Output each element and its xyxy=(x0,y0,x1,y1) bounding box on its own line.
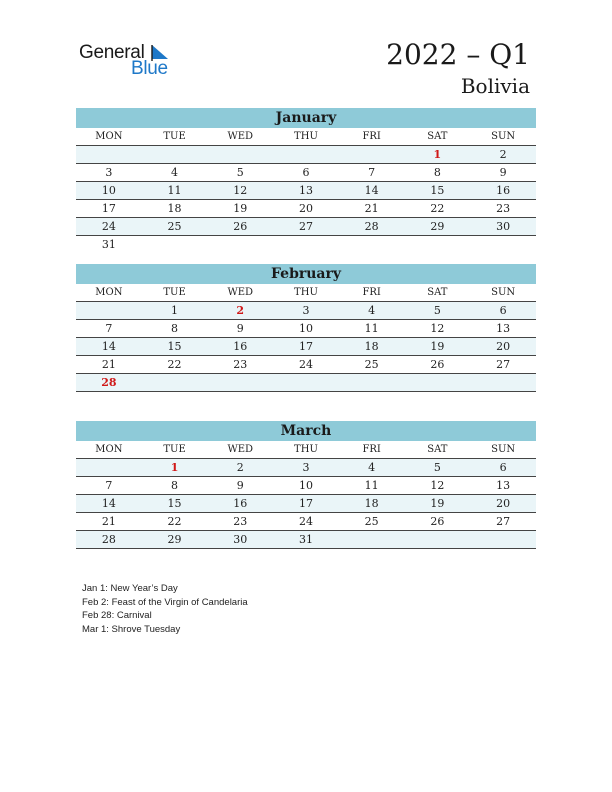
week-row xyxy=(76,374,536,392)
empty-day-cell xyxy=(207,236,273,254)
day-cell: 13 xyxy=(470,320,536,338)
day-cell: 25 xyxy=(339,356,405,374)
day-cell: 12 xyxy=(405,320,471,338)
empty-day-cell xyxy=(339,236,405,254)
holiday-note: Mar 1: Shrove Tuesday xyxy=(82,624,181,636)
day-cell: 16 xyxy=(470,182,536,200)
day-cell: 16 xyxy=(207,338,273,356)
empty-day-cell xyxy=(207,146,273,164)
day-cell: 28 xyxy=(76,374,142,392)
day-cell: 8 xyxy=(142,477,208,495)
day-cell: 6 xyxy=(273,164,339,182)
empty-day-cell xyxy=(273,374,339,392)
day-cell: 28 xyxy=(76,531,142,549)
day-cell: 3 xyxy=(273,459,339,477)
day-cell: 16 xyxy=(207,495,273,513)
empty-day-cell xyxy=(339,531,405,549)
week-row xyxy=(76,459,536,477)
empty-day-cell xyxy=(207,374,273,392)
weekday-label: FRI xyxy=(339,284,405,302)
week-row xyxy=(76,302,536,320)
day-cell: 25 xyxy=(339,513,405,531)
day-cell: 8 xyxy=(405,164,471,182)
month-title: February xyxy=(76,264,536,284)
day-cell: 30 xyxy=(470,218,536,236)
weekday-label: SAT xyxy=(405,284,471,302)
weekday-header-row xyxy=(76,284,536,302)
day-cell: 25 xyxy=(142,218,208,236)
day-cell: 15 xyxy=(142,495,208,513)
day-cell: 29 xyxy=(142,531,208,549)
weekday-label: TUE xyxy=(142,128,208,146)
weekday-label: SUN xyxy=(470,128,536,146)
day-cell: 28 xyxy=(339,218,405,236)
day-cell: 21 xyxy=(339,200,405,218)
empty-day-cell xyxy=(470,531,536,549)
week-row xyxy=(76,218,536,236)
empty-day-cell xyxy=(470,236,536,254)
day-cell: 21 xyxy=(76,513,142,531)
day-cell: 14 xyxy=(76,495,142,513)
week-row xyxy=(76,356,536,374)
day-cell: 27 xyxy=(273,218,339,236)
day-cell: 2 xyxy=(470,146,536,164)
empty-day-cell xyxy=(142,236,208,254)
day-cell: 2 xyxy=(207,459,273,477)
month-title: January xyxy=(76,108,536,128)
logo-text-blue: Blue xyxy=(131,58,168,79)
weekday-label: SAT xyxy=(405,128,471,146)
day-cell: 19 xyxy=(405,338,471,356)
empty-day-cell xyxy=(142,374,208,392)
empty-day-cell xyxy=(76,459,142,477)
brand-logo xyxy=(79,42,179,82)
day-cell: 9 xyxy=(207,320,273,338)
day-cell: 3 xyxy=(273,302,339,320)
empty-day-cell xyxy=(405,236,471,254)
week-row xyxy=(76,236,536,254)
weekday-label: THU xyxy=(273,128,339,146)
day-cell: 10 xyxy=(273,477,339,495)
day-cell: 7 xyxy=(76,477,142,495)
country-name: Bolivia xyxy=(460,74,530,98)
day-cell: 22 xyxy=(142,513,208,531)
calendar-grid xyxy=(76,128,536,253)
weekday-label: WED xyxy=(207,128,273,146)
empty-day-cell xyxy=(405,374,471,392)
weekday-label: WED xyxy=(207,441,273,459)
day-cell: 15 xyxy=(405,182,471,200)
week-row xyxy=(76,477,536,495)
day-cell: 11 xyxy=(339,320,405,338)
day-cell: 17 xyxy=(273,495,339,513)
day-cell: 3 xyxy=(76,164,142,182)
empty-day-cell xyxy=(339,374,405,392)
day-cell: 31 xyxy=(101,238,116,251)
weekday-header-row xyxy=(76,441,536,459)
day-cell: 29 xyxy=(405,218,471,236)
day-cell: 27 xyxy=(470,513,536,531)
empty-day-cell xyxy=(470,374,536,392)
day-cell: 27 xyxy=(470,356,536,374)
day-cell: 6 xyxy=(470,302,536,320)
day-cell: 11 xyxy=(142,182,208,200)
day-cell: 1 xyxy=(142,302,208,320)
weekday-label: MON xyxy=(76,284,142,302)
day-cell: 18 xyxy=(142,200,208,218)
day-cell: 5 xyxy=(405,459,471,477)
day-cell: 14 xyxy=(339,182,405,200)
weekday-label: MON xyxy=(76,128,142,146)
empty-day-cell xyxy=(273,146,339,164)
day-cell: 5 xyxy=(405,302,471,320)
day-cell: 4 xyxy=(339,459,405,477)
day-cell: 23 xyxy=(207,356,273,374)
day-cell: 23 xyxy=(470,200,536,218)
day-cell: 11 xyxy=(339,477,405,495)
week-row xyxy=(76,338,536,356)
day-cell: 23 xyxy=(207,513,273,531)
weekday-label: SUN xyxy=(470,284,536,302)
week-row xyxy=(76,182,536,200)
day-cell: 19 xyxy=(207,200,273,218)
day-cell: 26 xyxy=(405,513,471,531)
day-cell: 18 xyxy=(339,495,405,513)
day-cell: 10 xyxy=(273,320,339,338)
empty-day-cell xyxy=(339,146,405,164)
day-cell: 17 xyxy=(273,338,339,356)
day-cell: 26 xyxy=(405,356,471,374)
weekday-label: SUN xyxy=(470,441,536,459)
weekday-label: THU xyxy=(273,441,339,459)
month-january xyxy=(76,108,536,253)
weekday-label: TUE xyxy=(142,441,208,459)
week-row xyxy=(76,320,536,338)
day-cell: 13 xyxy=(470,477,536,495)
day-cell: 30 xyxy=(207,531,273,549)
day-cell: 12 xyxy=(207,182,273,200)
weekday-label: FRI xyxy=(339,441,405,459)
weekday-label: TUE xyxy=(142,284,208,302)
day-cell: 13 xyxy=(273,182,339,200)
holiday-note: Jan 1: New Year’s Day xyxy=(82,583,178,594)
day-cell: 2 xyxy=(207,302,273,320)
weekday-header-row xyxy=(76,128,536,146)
day-cell: 1 xyxy=(405,146,471,164)
week-row xyxy=(76,495,536,513)
weekday-label: SAT xyxy=(405,441,471,459)
day-cell: 6 xyxy=(470,459,536,477)
holiday-note: Feb 28: Carnival xyxy=(82,610,152,622)
calendar-grid xyxy=(76,441,536,549)
day-cell: 12 xyxy=(405,477,471,495)
day-cell: 15 xyxy=(142,338,208,356)
week-row xyxy=(76,513,536,531)
day-cell: 7 xyxy=(339,164,405,182)
day-cell: 7 xyxy=(76,320,142,338)
day-cell: 4 xyxy=(339,302,405,320)
weekday-label: WED xyxy=(207,284,273,302)
day-cell: 10 xyxy=(76,182,142,200)
day-cell: 22 xyxy=(405,200,471,218)
weekday-label: MON xyxy=(76,441,142,459)
holiday-notes xyxy=(82,582,248,637)
empty-day-cell xyxy=(142,146,208,164)
weekday-label: FRI xyxy=(339,128,405,146)
calendar-grid xyxy=(76,284,536,392)
day-cell: 24 xyxy=(273,513,339,531)
week-row xyxy=(76,146,536,164)
day-cell: 21 xyxy=(76,356,142,374)
day-cell: 1 xyxy=(142,459,208,477)
day-cell: 14 xyxy=(76,338,142,356)
empty-day-cell xyxy=(273,236,339,254)
day-cell: 9 xyxy=(207,477,273,495)
month-february xyxy=(76,264,536,392)
week-row xyxy=(76,164,536,182)
empty-day-cell xyxy=(76,146,142,164)
day-cell: 20 xyxy=(273,200,339,218)
weekday-label: THU xyxy=(273,284,339,302)
day-cell: 9 xyxy=(470,164,536,182)
day-cell: 24 xyxy=(273,356,339,374)
day-cell: 8 xyxy=(142,320,208,338)
empty-day-cell xyxy=(76,302,142,320)
day-cell: 17 xyxy=(76,200,142,218)
day-cell: 22 xyxy=(142,356,208,374)
day-cell: 20 xyxy=(470,495,536,513)
day-cell: 24 xyxy=(76,218,142,236)
month-title: March xyxy=(76,421,536,441)
month-march xyxy=(76,421,536,549)
day-cell: 20 xyxy=(470,338,536,356)
day-cell: 19 xyxy=(405,495,471,513)
holiday-note: Feb 2: Feast of the Virgin of Candelaria xyxy=(82,596,248,608)
logo-text-general: General xyxy=(79,42,145,63)
day-cell: 5 xyxy=(207,164,273,182)
day-cell: 4 xyxy=(142,164,208,182)
page-title: 2022 – Q1 xyxy=(386,38,530,71)
empty-day-cell xyxy=(405,531,471,549)
day-cell: 31 xyxy=(273,531,339,549)
week-row xyxy=(76,200,536,218)
week-row xyxy=(76,531,536,549)
day-cell: 18 xyxy=(339,338,405,356)
day-cell: 26 xyxy=(207,218,273,236)
